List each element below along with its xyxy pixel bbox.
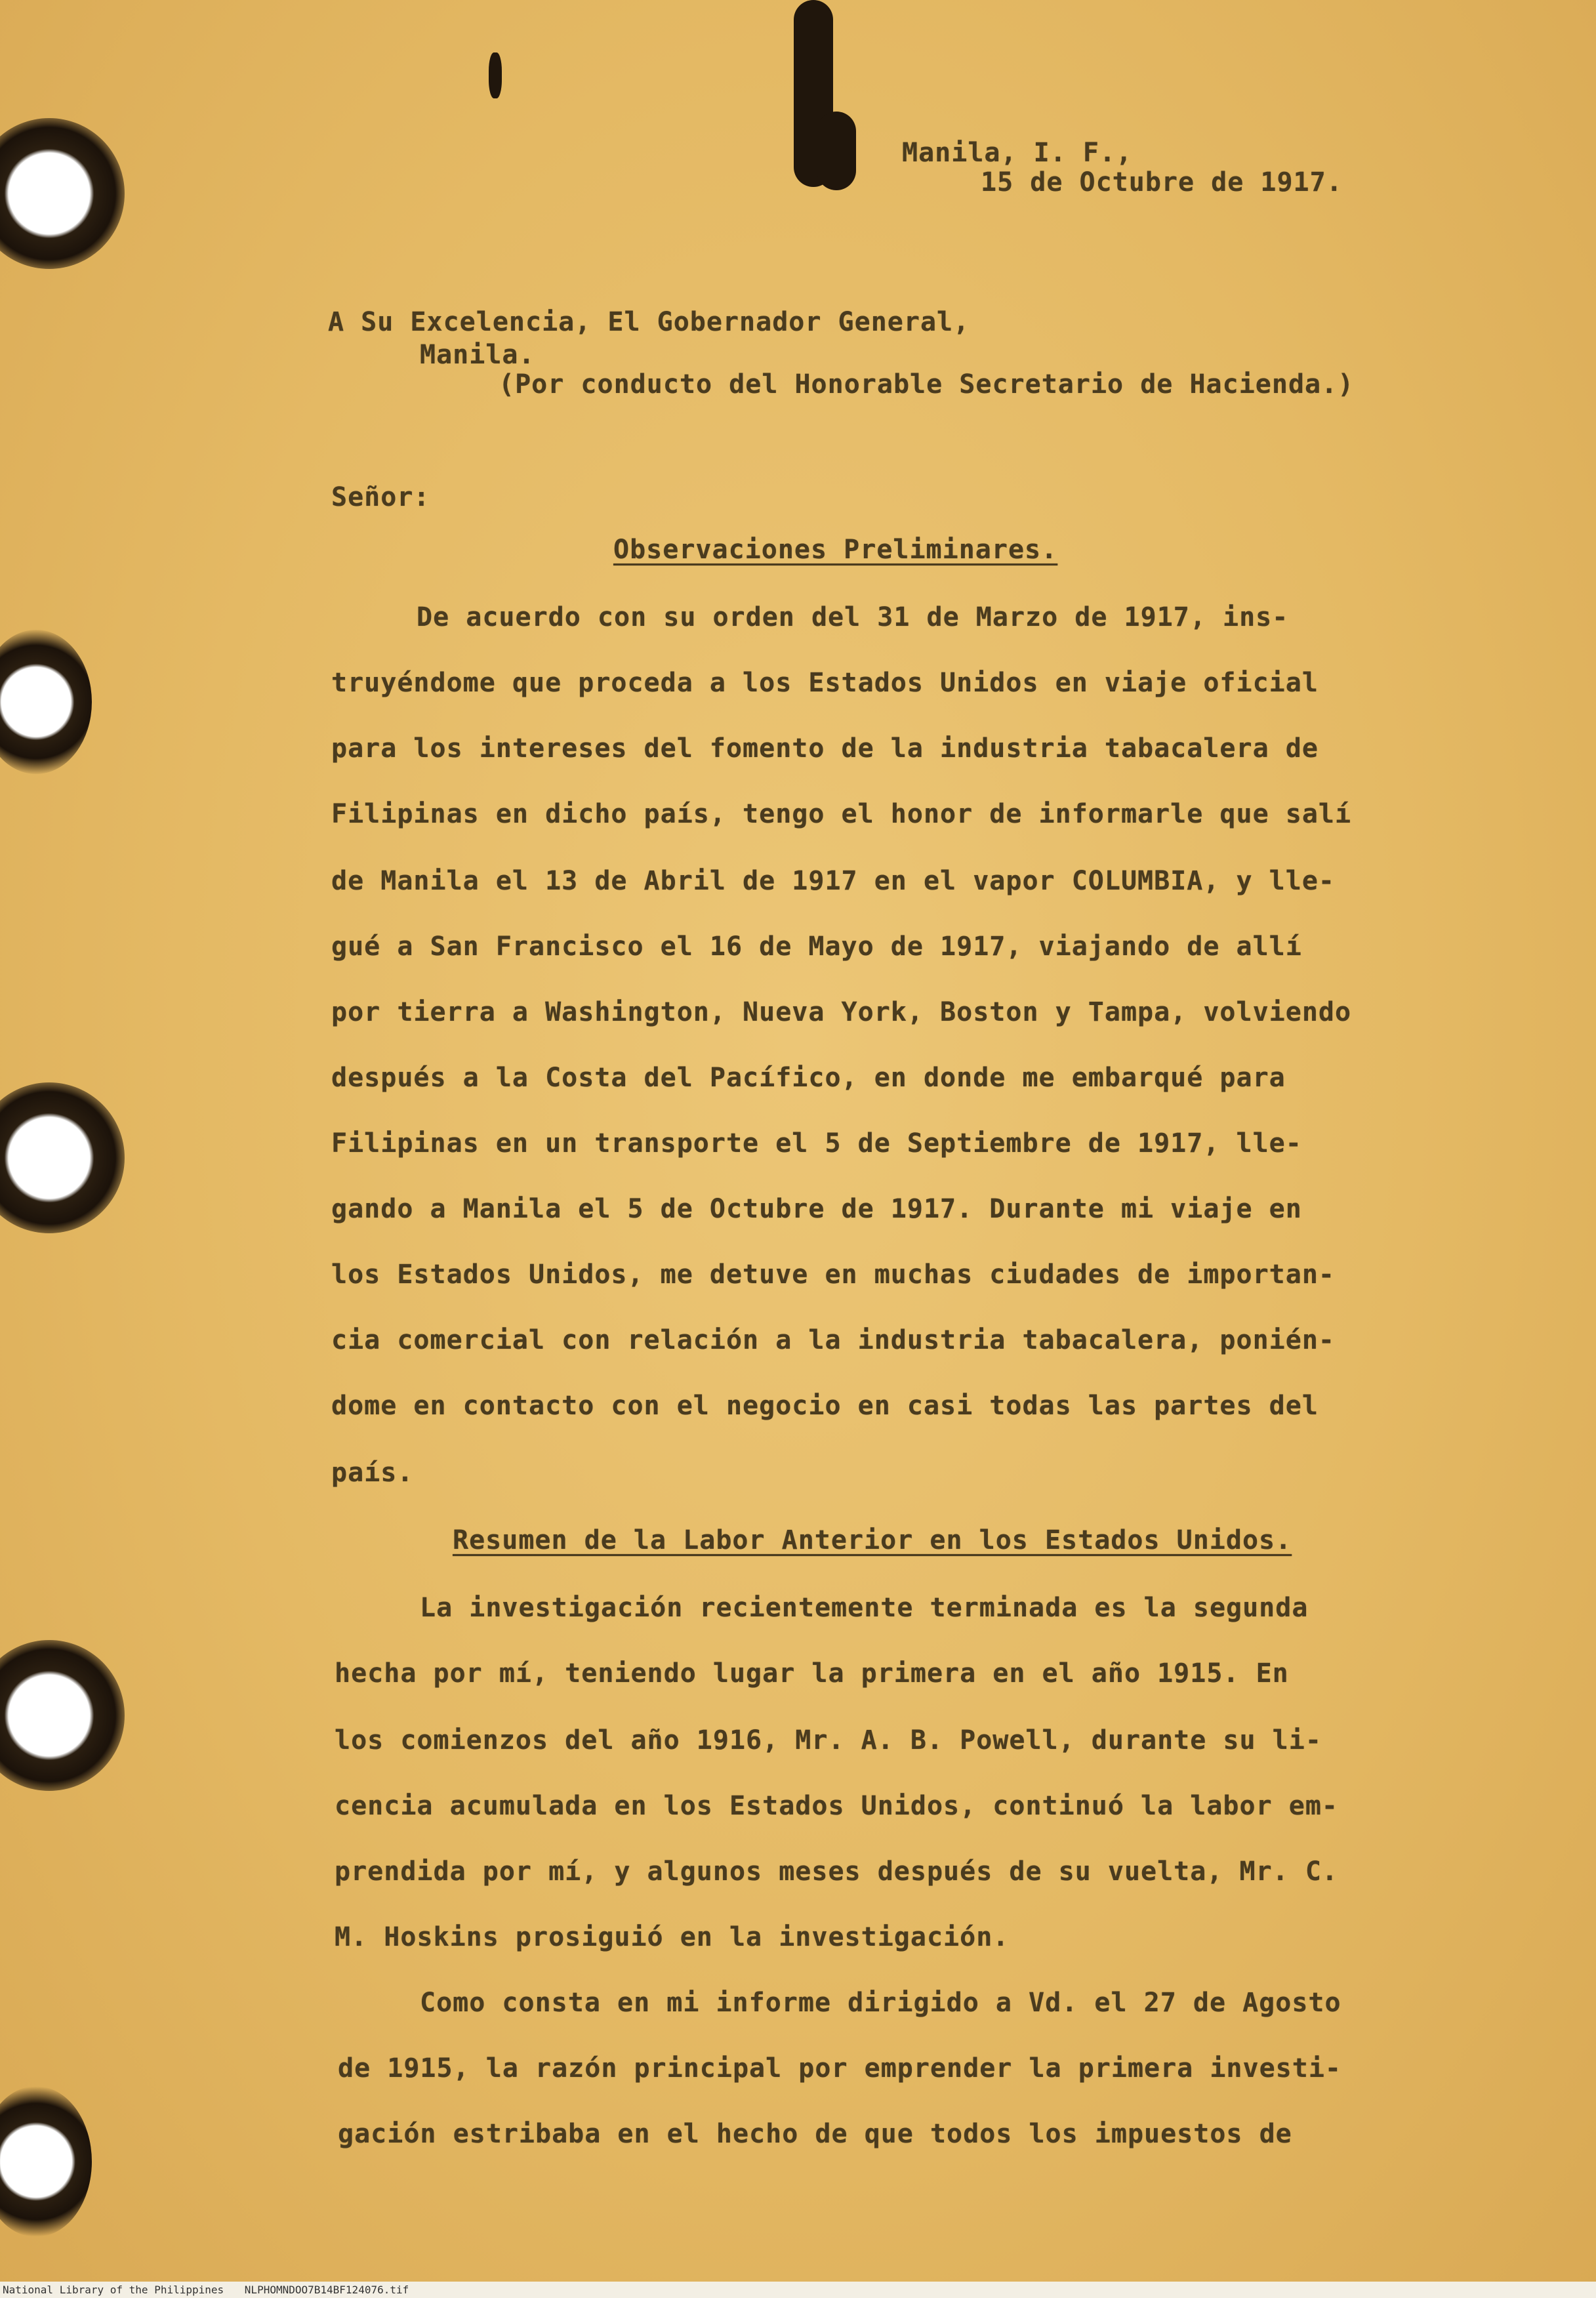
- body-line: Filipinas en un transporte el 5 de Septiembre de 1917, lle-: [331, 1128, 1302, 1159]
- body-line: truyéndome que proceda a los Estados Unidos en viaje oficial: [331, 668, 1319, 698]
- body-line: La investigación recientemente terminada es la segunda: [420, 1593, 1309, 1623]
- punch-hole: [0, 118, 125, 269]
- body-line: dome en contacto con el negocio en casi todas las partes del: [331, 1391, 1319, 1421]
- body-line: por tierra a Washington, Nueva York, Boston y Tampa, volviendo: [331, 997, 1352, 1027]
- addressee-line: A Su Excelencia, El Gobernador General,: [328, 307, 970, 337]
- body-line: gación estribaba en el hecho de que todos los impuestos de: [338, 2119, 1292, 2149]
- punch-hole: [0, 1082, 125, 1233]
- binding-mark: [489, 52, 502, 98]
- footer-library: National Library of the Philippines: [3, 2284, 224, 2296]
- letter-place: Manila, I. F.,: [902, 138, 1133, 168]
- body-line: después a la Costa del Pacífico, en donde me embarqué para: [331, 1063, 1286, 1093]
- punch-hole: [0, 630, 92, 774]
- body-line: los Estados Unidos, me detuve en muchas ciudades de importan-: [331, 1260, 1336, 1290]
- body-line: de 1915, la razón principal por emprender la primera investi-: [338, 2053, 1342, 2083]
- scan-footer: [0, 2282, 1596, 2298]
- body-line: gué a San Francisco el 16 de Mayo de 1917, viajando de allí: [331, 932, 1302, 962]
- body-line: los comienzos del año 1916, Mr. A. B. Powell, durante su li-: [335, 1725, 1322, 1755]
- punch-hole: [0, 1640, 125, 1791]
- body-line: De acuerdo con su orden del 31 de Marzo de 1917, ins-: [417, 602, 1289, 632]
- letter-date: 15 de Octubre de 1917.: [981, 167, 1343, 197]
- body-line: país.: [331, 1458, 414, 1488]
- body-line: Filipinas en dicho país, tengo el honor de informarle que salí: [331, 799, 1352, 829]
- body-line: para los intereses del fomento de la industria tabacalera de: [331, 733, 1319, 764]
- body-line: gando a Manila el 5 de Octubre de 1917. Durante mi viaje en: [331, 1194, 1302, 1224]
- salutation: Señor:: [331, 482, 430, 512]
- body-line: cencia acumulada en los Estados Unidos, continuó la labor em-: [335, 1791, 1339, 1821]
- footer-file: NLPHOMNDOO7B14BF124076.tif: [244, 2284, 409, 2296]
- body-line: cia comercial con relación a la industria tabacalera, ponién-: [331, 1325, 1336, 1355]
- addressee-line: (Por conducto del Honorable Secretario de Hacienda.): [499, 369, 1355, 400]
- body-line: prendida por mí, y algunos meses después de su vuelta, Mr. C.: [335, 1857, 1339, 1887]
- section-heading: Observaciones Preliminares.: [613, 535, 1058, 565]
- body-line: hecha por mí, teniendo lugar la primera en el año 1915. En: [335, 1658, 1289, 1689]
- body-line: M. Hoskins prosiguió en la investigación.: [335, 1922, 1010, 1952]
- binding-mark: [817, 112, 856, 190]
- section-heading: Resumen de la Labor Anterior en los Estados Unidos.: [453, 1525, 1292, 1555]
- body-line: Como consta en mi informe dirigido a Vd. el 27 de Agosto: [420, 1988, 1341, 2018]
- body-line: de Manila el 13 de Abril de 1917 en el vapor COLUMBIA, y lle-: [331, 866, 1336, 896]
- punch-hole: [0, 2086, 92, 2237]
- addressee-line: Manila.: [420, 340, 535, 370]
